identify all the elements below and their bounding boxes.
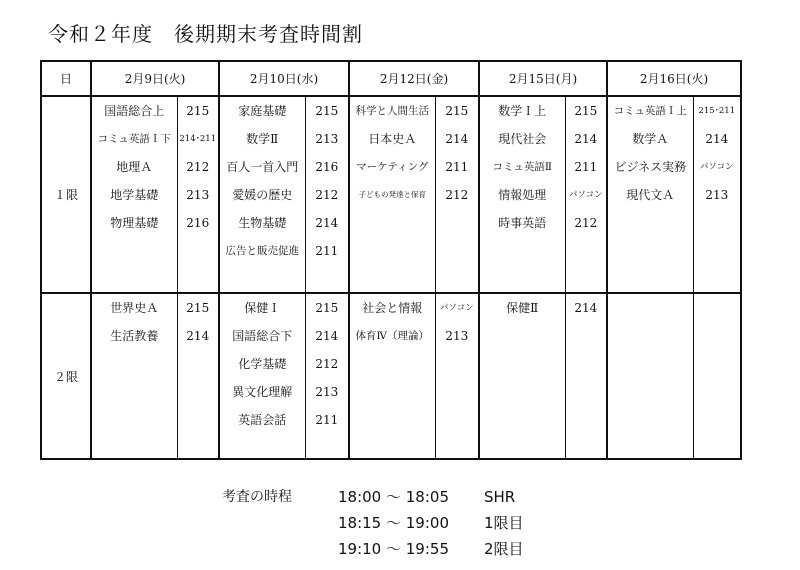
rooms-cell xyxy=(177,293,219,459)
subject: コミュ英語Ⅱ xyxy=(492,161,552,173)
room: 214 xyxy=(445,132,469,146)
subjects-cell xyxy=(479,96,565,293)
room: 212 xyxy=(186,160,210,174)
subject: 子どもの発達と保育 xyxy=(358,190,427,199)
subject: 科学と人間生活 xyxy=(355,105,430,117)
period-label: １限 xyxy=(41,96,91,293)
subject: 保健Ｉ xyxy=(244,301,281,315)
room: 211 xyxy=(445,160,469,174)
room: 215 xyxy=(186,301,210,315)
subject: コミュ英語Ｉ上 xyxy=(613,105,687,117)
subject: 現代社会 xyxy=(498,132,547,146)
rooms-cell xyxy=(565,293,607,459)
rooms-cell xyxy=(435,96,479,293)
exam-timetable xyxy=(40,60,742,460)
room: 212 xyxy=(574,216,598,230)
subject: 現代文Ａ xyxy=(626,188,675,202)
room: 214･211 xyxy=(179,134,217,144)
room: パソコン xyxy=(439,303,474,313)
subject: 国語総合下 xyxy=(232,329,293,343)
subject: 愛媛の歴史 xyxy=(232,188,293,202)
room: 212 xyxy=(315,357,339,371)
subject: 地学基礎 xyxy=(110,188,159,202)
room: 215 xyxy=(315,301,339,315)
room: 215 xyxy=(315,104,339,118)
rooms-cell xyxy=(435,293,479,459)
period-label: ２限 xyxy=(41,293,91,459)
room: 213 xyxy=(705,188,729,202)
room: 215 xyxy=(445,104,469,118)
room: 215 xyxy=(186,104,210,118)
subject: 化学基礎 xyxy=(238,357,287,371)
schedule-time: 18:00 ～ 18:05 xyxy=(338,488,449,506)
room: 211 xyxy=(574,160,598,174)
schedule-time: 18:15 ～ 19:00 xyxy=(338,514,449,532)
subject: 数学Ａ xyxy=(632,132,669,146)
room: 214 xyxy=(705,132,729,146)
subjects-cell xyxy=(479,293,565,459)
subject: 世界史Ａ xyxy=(110,301,159,315)
room: 211 xyxy=(315,244,339,258)
date-header-1: 2月10日(水) xyxy=(219,61,349,96)
subject: 家庭基礎 xyxy=(238,104,287,118)
subject: 情報処理 xyxy=(498,188,547,202)
schedule-label: 考査の時程 xyxy=(222,489,292,505)
room: 213 xyxy=(445,329,469,343)
subjects-cell xyxy=(91,293,177,459)
schedule-name: SHR xyxy=(484,488,516,506)
subject: 時事英語 xyxy=(498,216,547,230)
subjects-cell xyxy=(349,293,435,459)
page-title: 令和２年度 後期期末考査時間割 xyxy=(48,22,363,46)
subject: 国語総合上 xyxy=(104,104,165,118)
room: 212 xyxy=(445,188,469,202)
subjects-cell xyxy=(219,96,305,293)
subject: 英語会話 xyxy=(238,413,287,427)
room: 212 xyxy=(315,188,339,202)
rooms-cell xyxy=(693,293,741,459)
subject: 生物基礎 xyxy=(238,216,287,230)
room: 214 xyxy=(574,301,598,315)
rooms-cell xyxy=(305,293,349,459)
subject: マーケティング xyxy=(356,161,429,173)
subject: 数学Ｉ上 xyxy=(498,104,547,118)
room: 214 xyxy=(315,329,339,343)
room: 213 xyxy=(315,132,339,146)
subjects-cell xyxy=(219,293,305,459)
subject: 保健Ⅱ xyxy=(506,301,539,315)
room: 215･211 xyxy=(698,106,736,116)
room: 211 xyxy=(315,413,339,427)
room: 213 xyxy=(186,188,210,202)
subject: 日本史Ａ xyxy=(368,132,417,146)
date-header-0: 2月9日(火) xyxy=(91,61,219,96)
room: 215 xyxy=(574,104,598,118)
subject: 百人一首入門 xyxy=(226,160,299,174)
schedule-name: 2限目 xyxy=(484,540,524,558)
subject: コミュ英語Ｉ下 xyxy=(97,133,171,145)
subject: 社会と情報 xyxy=(362,301,423,315)
rooms-cell xyxy=(565,96,607,293)
room: 214 xyxy=(315,216,339,230)
date-header-3: 2月15日(月) xyxy=(479,61,607,96)
subjects-cell xyxy=(91,96,177,293)
room: 214 xyxy=(574,132,598,146)
schedule-time: 19:10 ～ 19:55 xyxy=(338,540,449,558)
subject: 生活教養 xyxy=(110,329,159,343)
room: 216 xyxy=(186,216,210,230)
rooms-cell xyxy=(305,96,349,293)
room: 213 xyxy=(315,385,339,399)
subject: 広告と販売促進 xyxy=(225,245,300,257)
subjects-cell xyxy=(349,96,435,293)
date-header-4: 2月16日(火) xyxy=(607,61,741,96)
room: 216 xyxy=(315,160,339,174)
schedule-name: 1限目 xyxy=(484,514,524,532)
subject: ビジネス実務 xyxy=(614,160,687,174)
date-header-2: 2月12日(金) xyxy=(349,61,479,96)
subject: 体育Ⅳ（理論） xyxy=(355,330,430,342)
day-header: 日 xyxy=(41,61,91,96)
period-row-2 xyxy=(41,293,741,459)
room: パソコン xyxy=(699,162,734,172)
rooms-cell xyxy=(693,96,741,293)
subjects-cell xyxy=(607,96,693,293)
room: 214 xyxy=(186,329,210,343)
subject: 物理基礎 xyxy=(110,216,159,230)
subject: 地理Ａ xyxy=(116,160,153,174)
subject: 数学Ⅱ xyxy=(246,132,279,146)
room: パソコン xyxy=(568,190,603,200)
subjects-cell xyxy=(607,293,693,459)
rooms-cell xyxy=(177,96,219,293)
period-row-1 xyxy=(41,96,741,293)
subject: 異文化理解 xyxy=(232,385,293,399)
